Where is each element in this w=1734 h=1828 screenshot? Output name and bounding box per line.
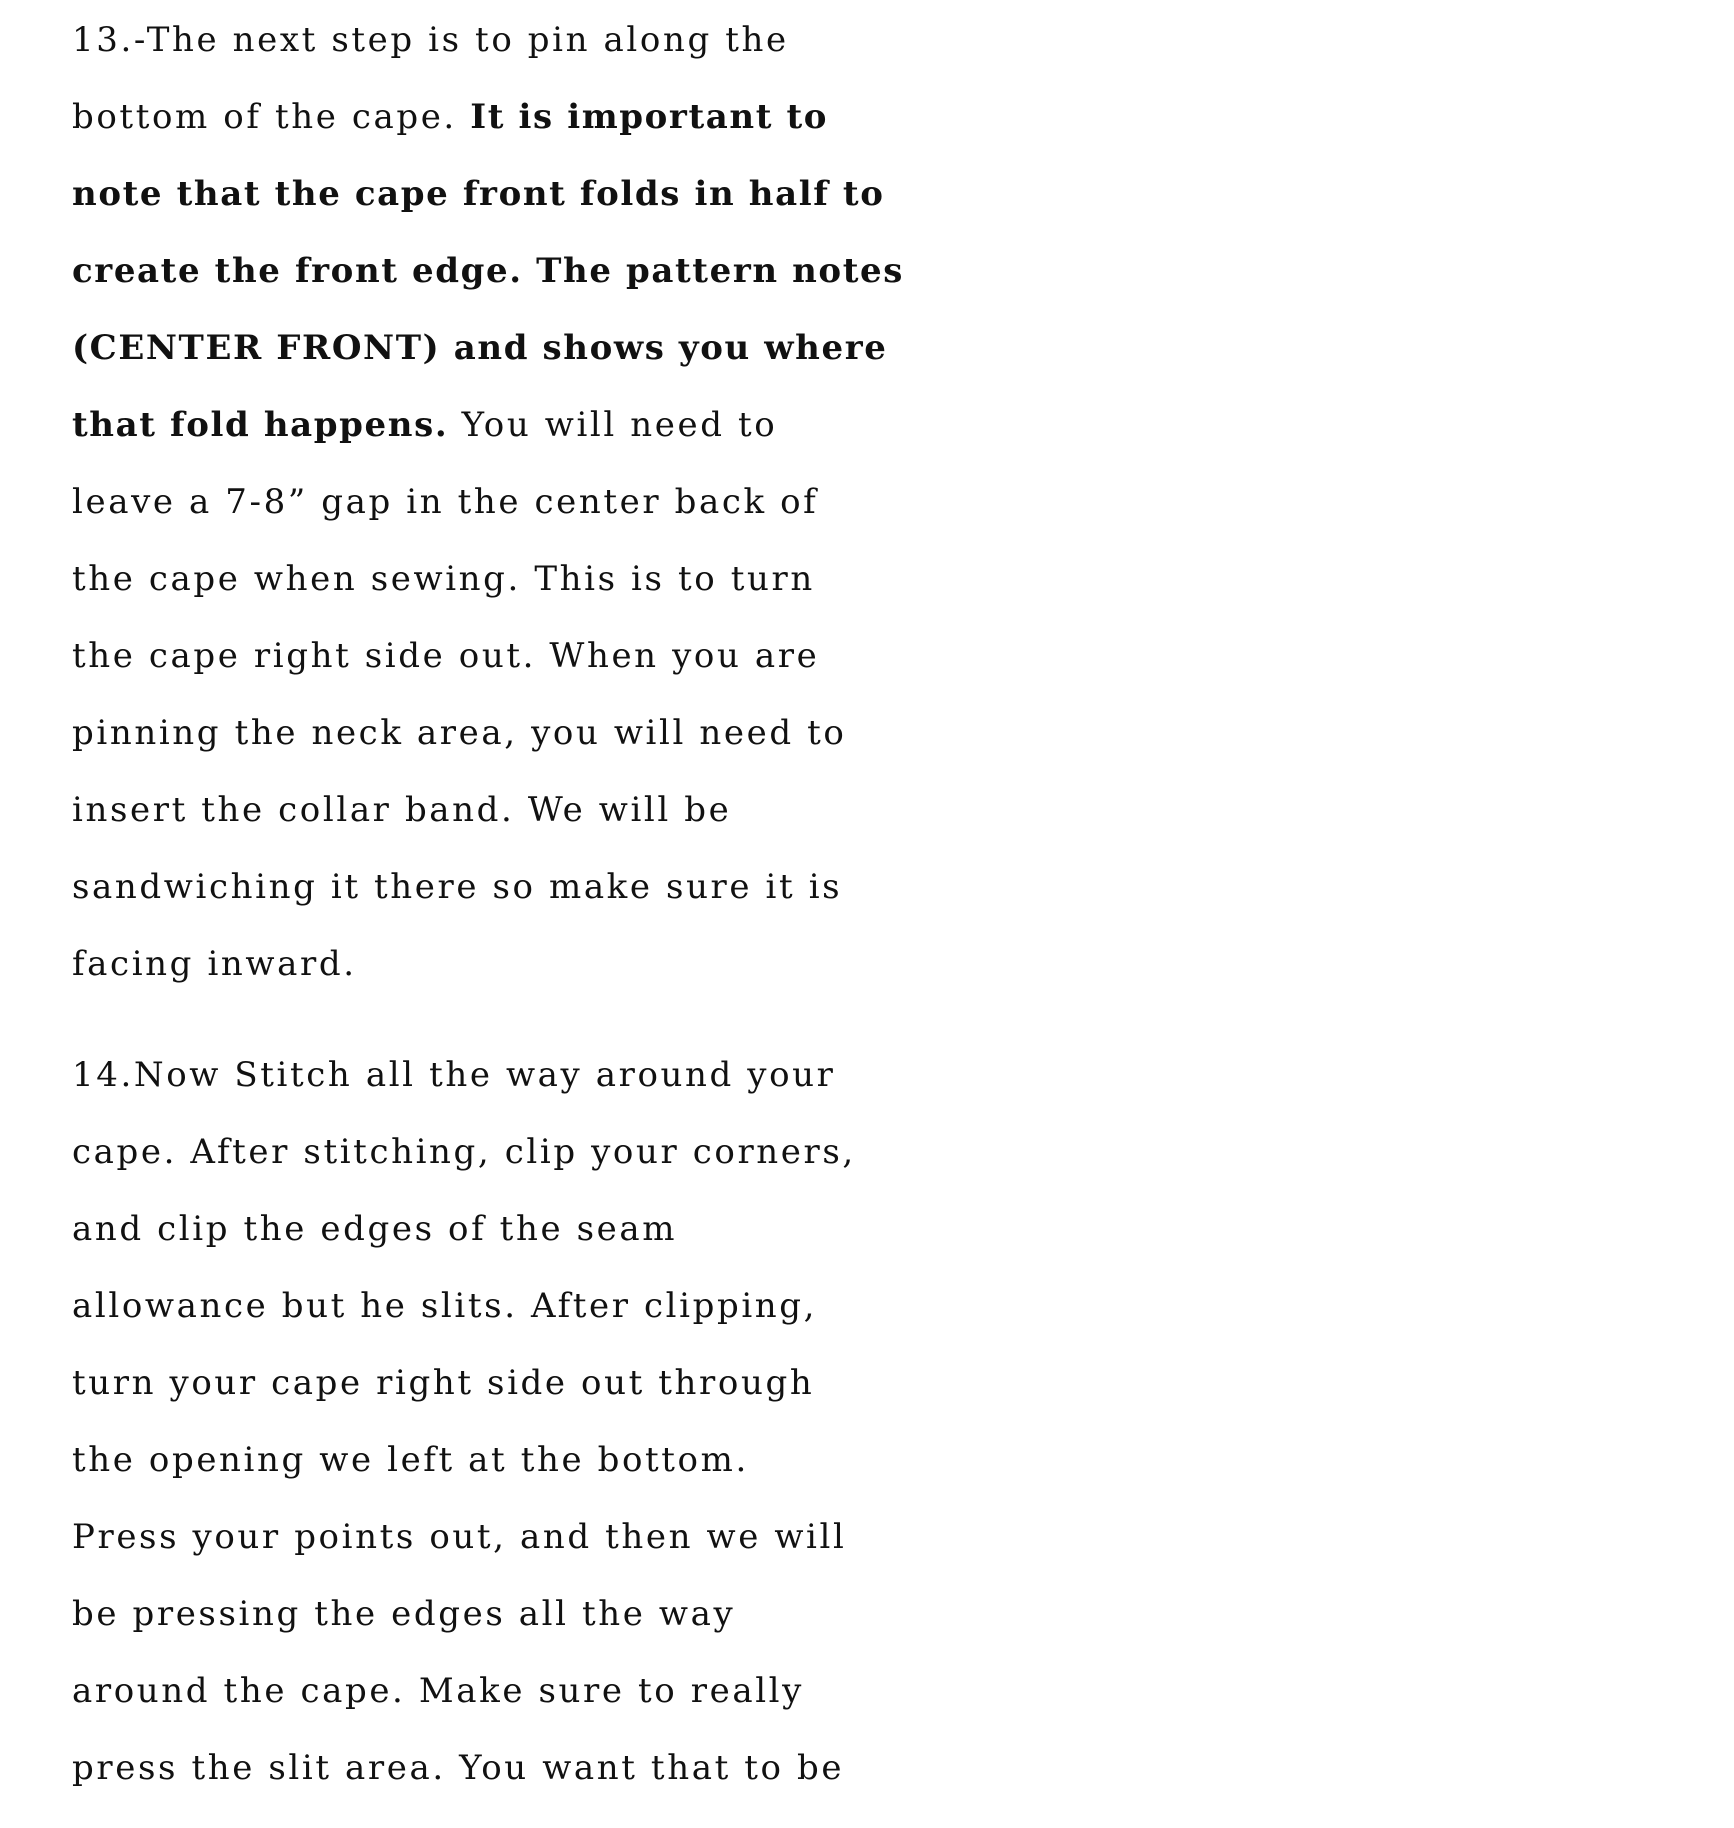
step13-line-2: bottom of the cape. It is important to — [72, 97, 829, 137]
step14-line-10: press the slit area. You want that to be — [72, 1748, 845, 1788]
step14-line-9: around the cape. Make sure to really — [72, 1671, 804, 1711]
step14-line-4: allowance but he slits. After clipping, — [72, 1286, 818, 1326]
step13-line-1: 13.-The next step is to pin along the — [72, 20, 789, 60]
step13-line-10: pinning the neck area, you will need to — [72, 713, 847, 753]
step13-line-8: the cape when sewing. This is to turn — [72, 559, 815, 599]
step13-line-5: (CENTER FRONT) and shows you where — [72, 328, 888, 368]
step13-line-11: insert the collar band. We will be — [72, 790, 732, 830]
step14-line-3: and clip the edges of the seam — [72, 1209, 678, 1249]
step13-line-13: facing inward. — [72, 944, 357, 984]
step13-line-12: sandwiching it there so make sure it is — [72, 867, 843, 907]
step14-line-6: the opening we left at the bottom. — [72, 1440, 749, 1480]
step14-line-1: 14.Now Stitch all the way around your — [72, 1055, 836, 1095]
step14-line-7: Press your points out, and then we will — [72, 1517, 847, 1557]
step13-line-4: create the front edge. The pattern notes — [72, 251, 904, 291]
step13-line-7: leave a 7-8” gap in the center back of — [72, 482, 819, 522]
step13-line-3: note that the cape front folds in half to — [72, 174, 885, 214]
step14-line-2: cape. After stitching, clip your corners, — [72, 1132, 856, 1172]
step14-line-5: turn your cape right side out through — [72, 1363, 815, 1403]
step13-line-6: that fold happens. You will need to — [72, 405, 778, 445]
step14-line-8: be pressing the edges all the way — [72, 1594, 736, 1634]
step13-line-9: the cape right side out. When you are — [72, 636, 820, 676]
